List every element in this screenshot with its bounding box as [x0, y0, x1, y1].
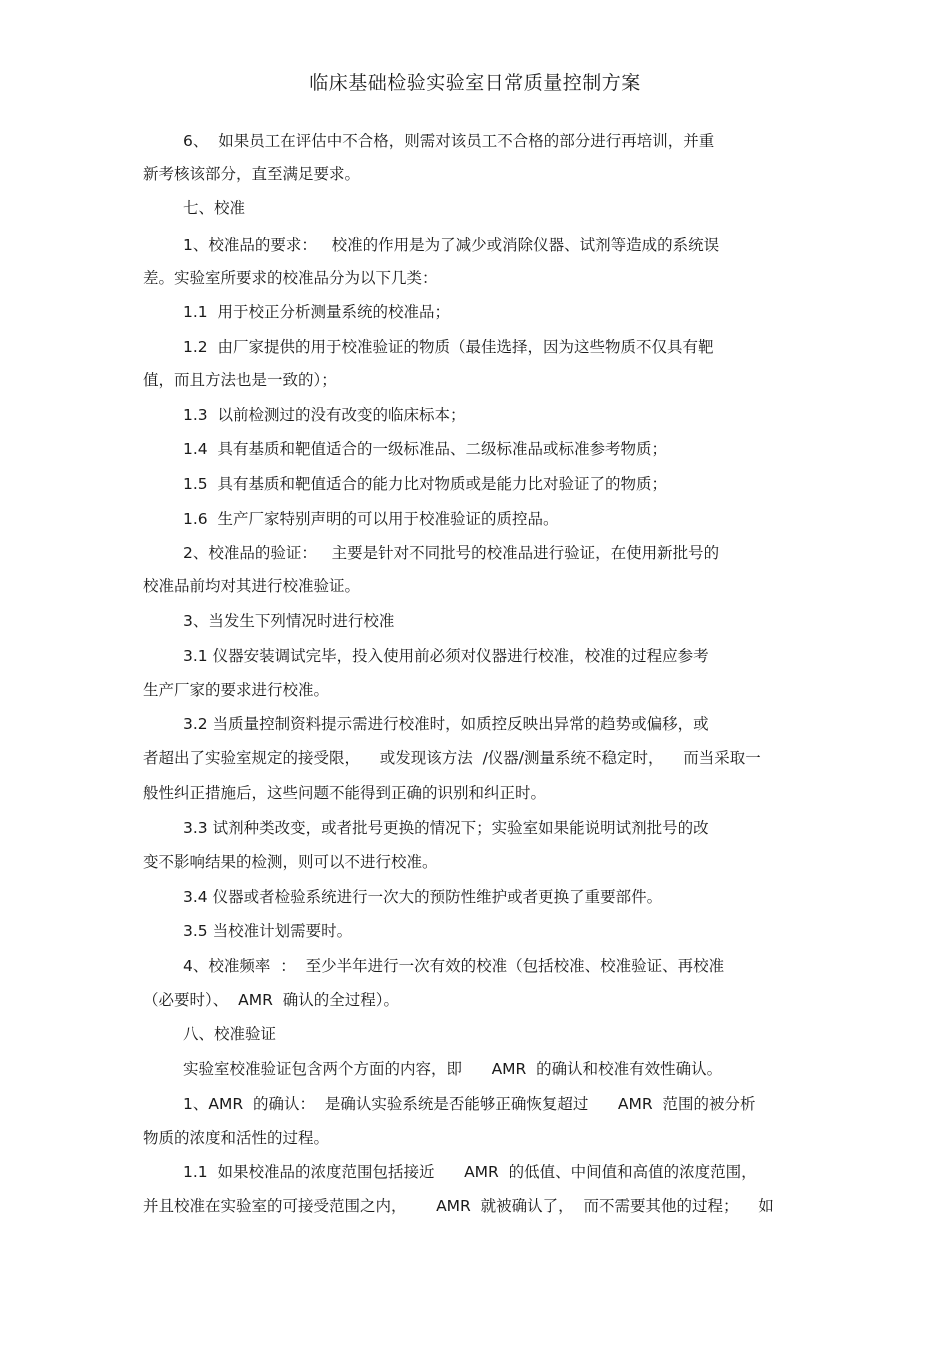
- paragraph-line: 差。实验室所要求的校准品分为以下几类：: [143, 269, 438, 287]
- paragraph-line: 1、校准品的要求： 校准的作用是为了减少或消除仪器、试剂等造成的系统误: [183, 236, 720, 254]
- list-item: 3.5 当校准计划需要时。: [183, 922, 353, 940]
- document-title: 临床基础检验实验室日常质量控制方案: [309, 72, 641, 94]
- list-item: 1.4 具有基质和靶值适合的一级标准品、二级标准品或标准参考物质；: [183, 440, 668, 458]
- paragraph-line: 2、校准品的验证： 主要是针对不同批号的校准品进行验证，在使用新批号的: [183, 544, 720, 562]
- paragraph-line: 实验室校准验证包含两个方面的内容，即 AMR 的确认和校准有效性确认。: [183, 1060, 723, 1078]
- list-item: 1.3 以前检测过的没有改变的临床标本；: [183, 406, 466, 424]
- list-item: 3.3 试剂种类改变，或者批号更换的情况下；实验室如果能说明试剂批号的改: [183, 819, 709, 837]
- paragraph-line: （必要时）、 AMR 确认的全过程）。: [143, 991, 399, 1009]
- paragraph-line: 者超出了实验室规定的接受限， 或发现该方法 /仪器/测量系统不稳定时， 而当采取一: [143, 749, 761, 767]
- paragraph-line: 4、校准频率 ： 至少半年进行一次有效的校准（包括校准、校准验证、再校准: [183, 957, 725, 975]
- paragraph-line: 般性纠正措施后，这些问题不能得到正确的识别和纠正时。: [143, 784, 547, 802]
- paragraph-line: 1、AMR 的确认： 是确认实验系统是否能够正确恢复超过 AMR 范围的被分析: [183, 1095, 756, 1113]
- paragraph-line: 并且校准在实验室的可接受范围之内， AMR 就被确认了， 而不需要其他的过程； 如: [143, 1197, 774, 1215]
- list-item: 3.4 仪器或者检验系统进行一次大的预防性维护或者更换了重要部件。: [183, 888, 663, 906]
- paragraph-line: 3、当发生下列情况时进行校准: [183, 612, 395, 630]
- paragraph-line: 校准品前均对其进行校准验证。: [143, 577, 361, 595]
- list-item: 1.5 具有基质和靶值适合的能力比对物质或是能力比对验证了的物质；: [183, 475, 668, 493]
- list-item: 3.1 仪器安装调试完毕，投入使用前必须对仪器进行校准，校准的过程应参考: [183, 647, 709, 665]
- list-item: 1.2 由厂家提供的用于校准验证的物质（最佳选择，因为这些物质不仅具有靶: [183, 338, 714, 356]
- section-heading: 八、校准验证: [183, 1025, 277, 1043]
- list-item: 3.2 当质量控制资料提示需进行校准时，如质控反映出异常的趋势或偏移，或: [183, 715, 709, 733]
- paragraph-line: 生产厂家的要求进行校准。: [143, 681, 330, 699]
- list-item: 1.1 用于校正分析测量系统的校准品；: [183, 303, 451, 321]
- paragraph-line: 新考核该部分，直至满足要求。: [143, 165, 361, 183]
- paragraph-line: 变不影响结果的检测，则可以不进行校准。: [143, 853, 438, 871]
- paragraph-line: 6、 如果员工在评估中不合格，则需对该员工不合格的部分进行再培训，并重: [183, 132, 715, 150]
- list-item: 1.1 如果校准品的浓度范围包括接近 AMR 的低值、中间值和高值的浓度范围，: [183, 1163, 757, 1181]
- list-item: 1.6 生产厂家特别声明的可以用于校准验证的质控品。: [183, 510, 559, 528]
- paragraph-line: 物质的浓度和活性的过程。: [143, 1129, 330, 1147]
- paragraph-line: 值，而且方法也是一致的）；: [143, 371, 337, 389]
- section-heading: 七、校准: [183, 199, 246, 217]
